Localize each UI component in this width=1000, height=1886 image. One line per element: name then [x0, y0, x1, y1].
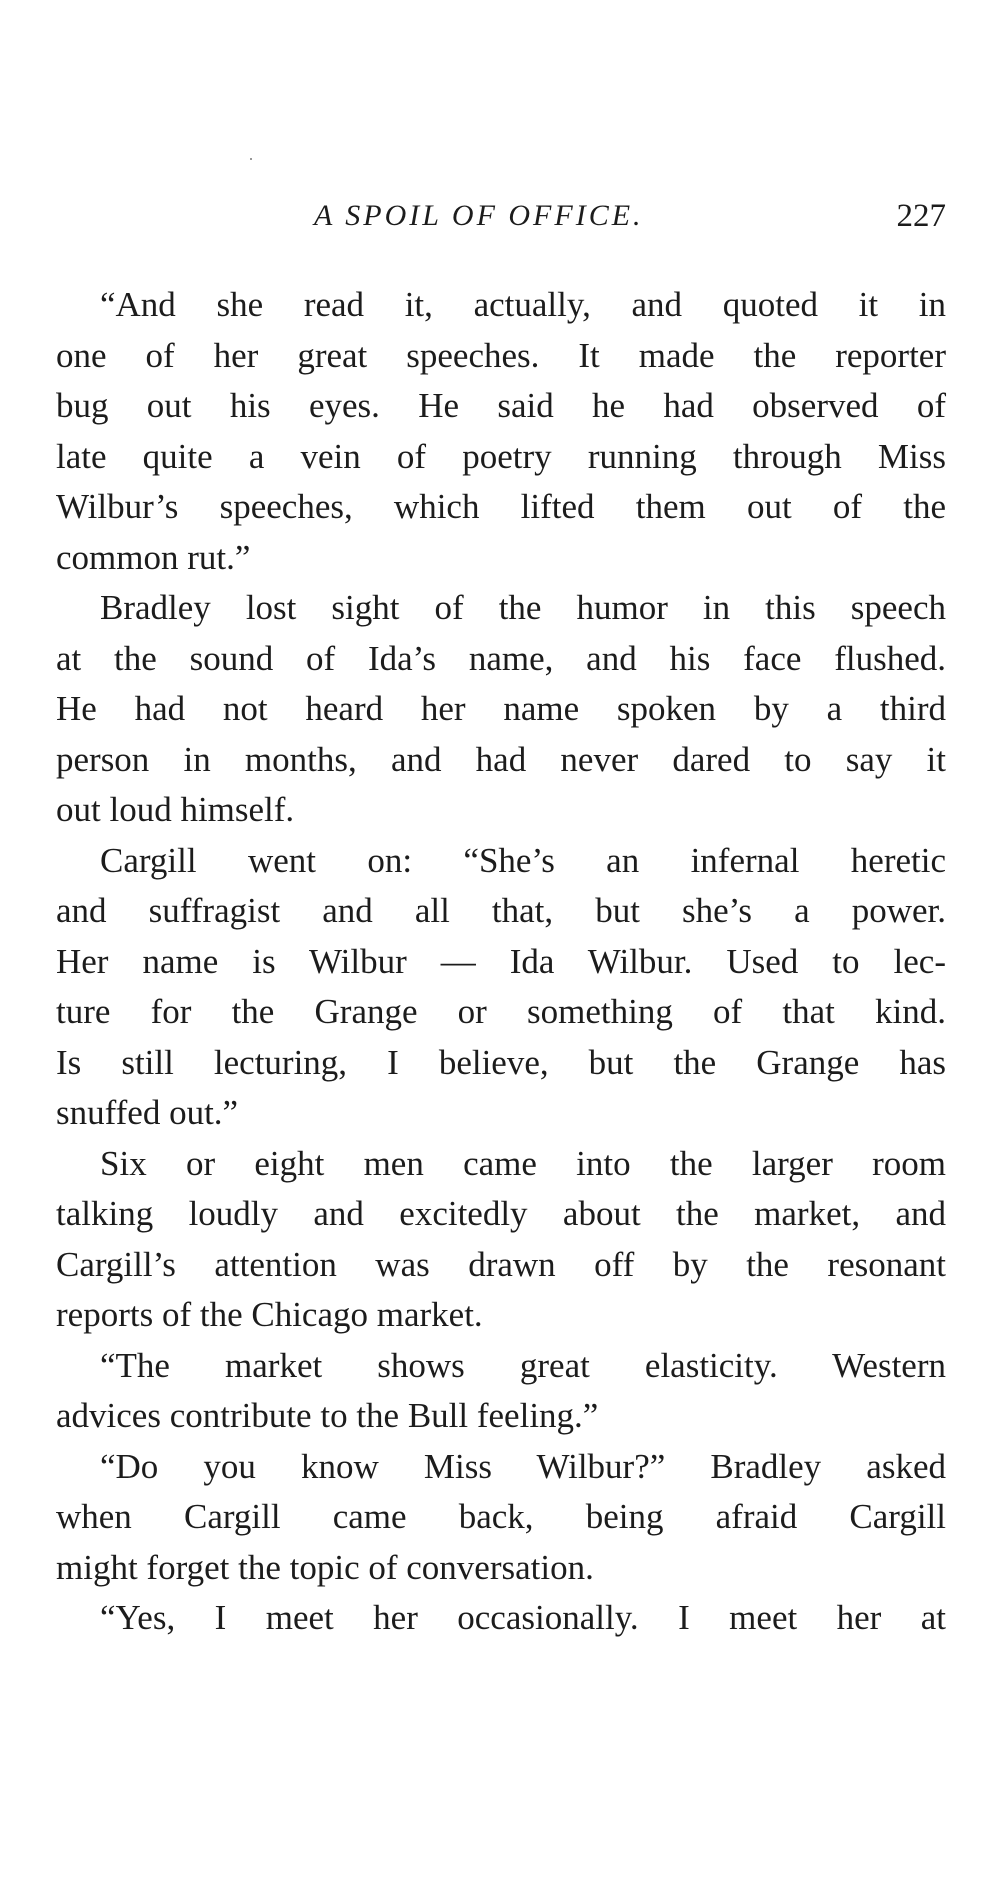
text-line: Cargill went on: “She’s an infernal heretic	[100, 840, 946, 880]
running-title: A SPOIL OF OFFICE.	[314, 199, 644, 232]
paragraph-2	[56, 583, 946, 836]
text-line: “Do you know Miss Wilbur?” Bradley asked	[100, 1446, 946, 1486]
text-line: when Cargill came back, being afraid Cargill	[56, 1497, 946, 1536]
text-line: talking loudly and excitedly about the market, and	[56, 1194, 946, 1233]
text-line: bug out his eyes. He said he had observed of	[56, 386, 946, 425]
text-line: one of her great speeches. It made the reporter	[56, 335, 946, 375]
paragraph-7	[56, 1593, 946, 1644]
paragraph-5	[56, 1341, 946, 1442]
text-line: advices contribute to the Bull feeling.”	[56, 1396, 599, 1435]
text-line: Her name is Wilbur — Ida Wilbur. Used to lec-	[56, 941, 946, 981]
text-line: reports of the Chicago market.	[56, 1295, 483, 1334]
paragraph-6	[56, 1442, 946, 1594]
text-line: Is still lecturing, I believe, but the Grange has	[56, 1042, 946, 1082]
text-line: Wilbur’s speeches, which lifted them out of the	[56, 487, 946, 526]
text-line: at the sound of Ida’s name, and his face flushed.	[56, 638, 946, 678]
page-number: 227	[896, 198, 946, 234]
text-line: Bradley lost sight of the humor in this speech	[100, 588, 946, 627]
text-line: snuffed out.”	[56, 1093, 239, 1132]
text-line: He had not heard her name spoken by a third	[56, 689, 946, 728]
text-line: “Yes, I meet her occasionally. I meet her at	[100, 1598, 946, 1637]
body-text	[56, 280, 946, 1644]
paragraph-3	[56, 836, 946, 1139]
running-head	[56, 192, 946, 240]
paragraph-1	[56, 280, 946, 583]
text-line: late quite a vein of poetry running through Miss	[56, 436, 946, 476]
text-line: might forget the topic of conversation.	[56, 1547, 594, 1587]
text-line: ture for the Grange or something of that kind.	[56, 992, 946, 1031]
text-line: “The market shows great elasticity. Western	[100, 1345, 946, 1385]
text-line: out loud himself.	[56, 790, 295, 829]
text-line: Six or eight men came into the larger room	[100, 1143, 946, 1183]
text-line: common rut.”	[56, 537, 251, 577]
text-line: Cargill’s attention was drawn off by the resonant	[56, 1244, 946, 1284]
paper-speck	[250, 158, 252, 160]
paragraph-4	[56, 1139, 946, 1341]
text-line: “And she read it, actually, and quoted it in	[100, 285, 946, 324]
text-line: and suffragist and all that, but she’s a power.	[56, 891, 946, 930]
text-line: person in months, and had never dared to say it	[56, 739, 946, 779]
